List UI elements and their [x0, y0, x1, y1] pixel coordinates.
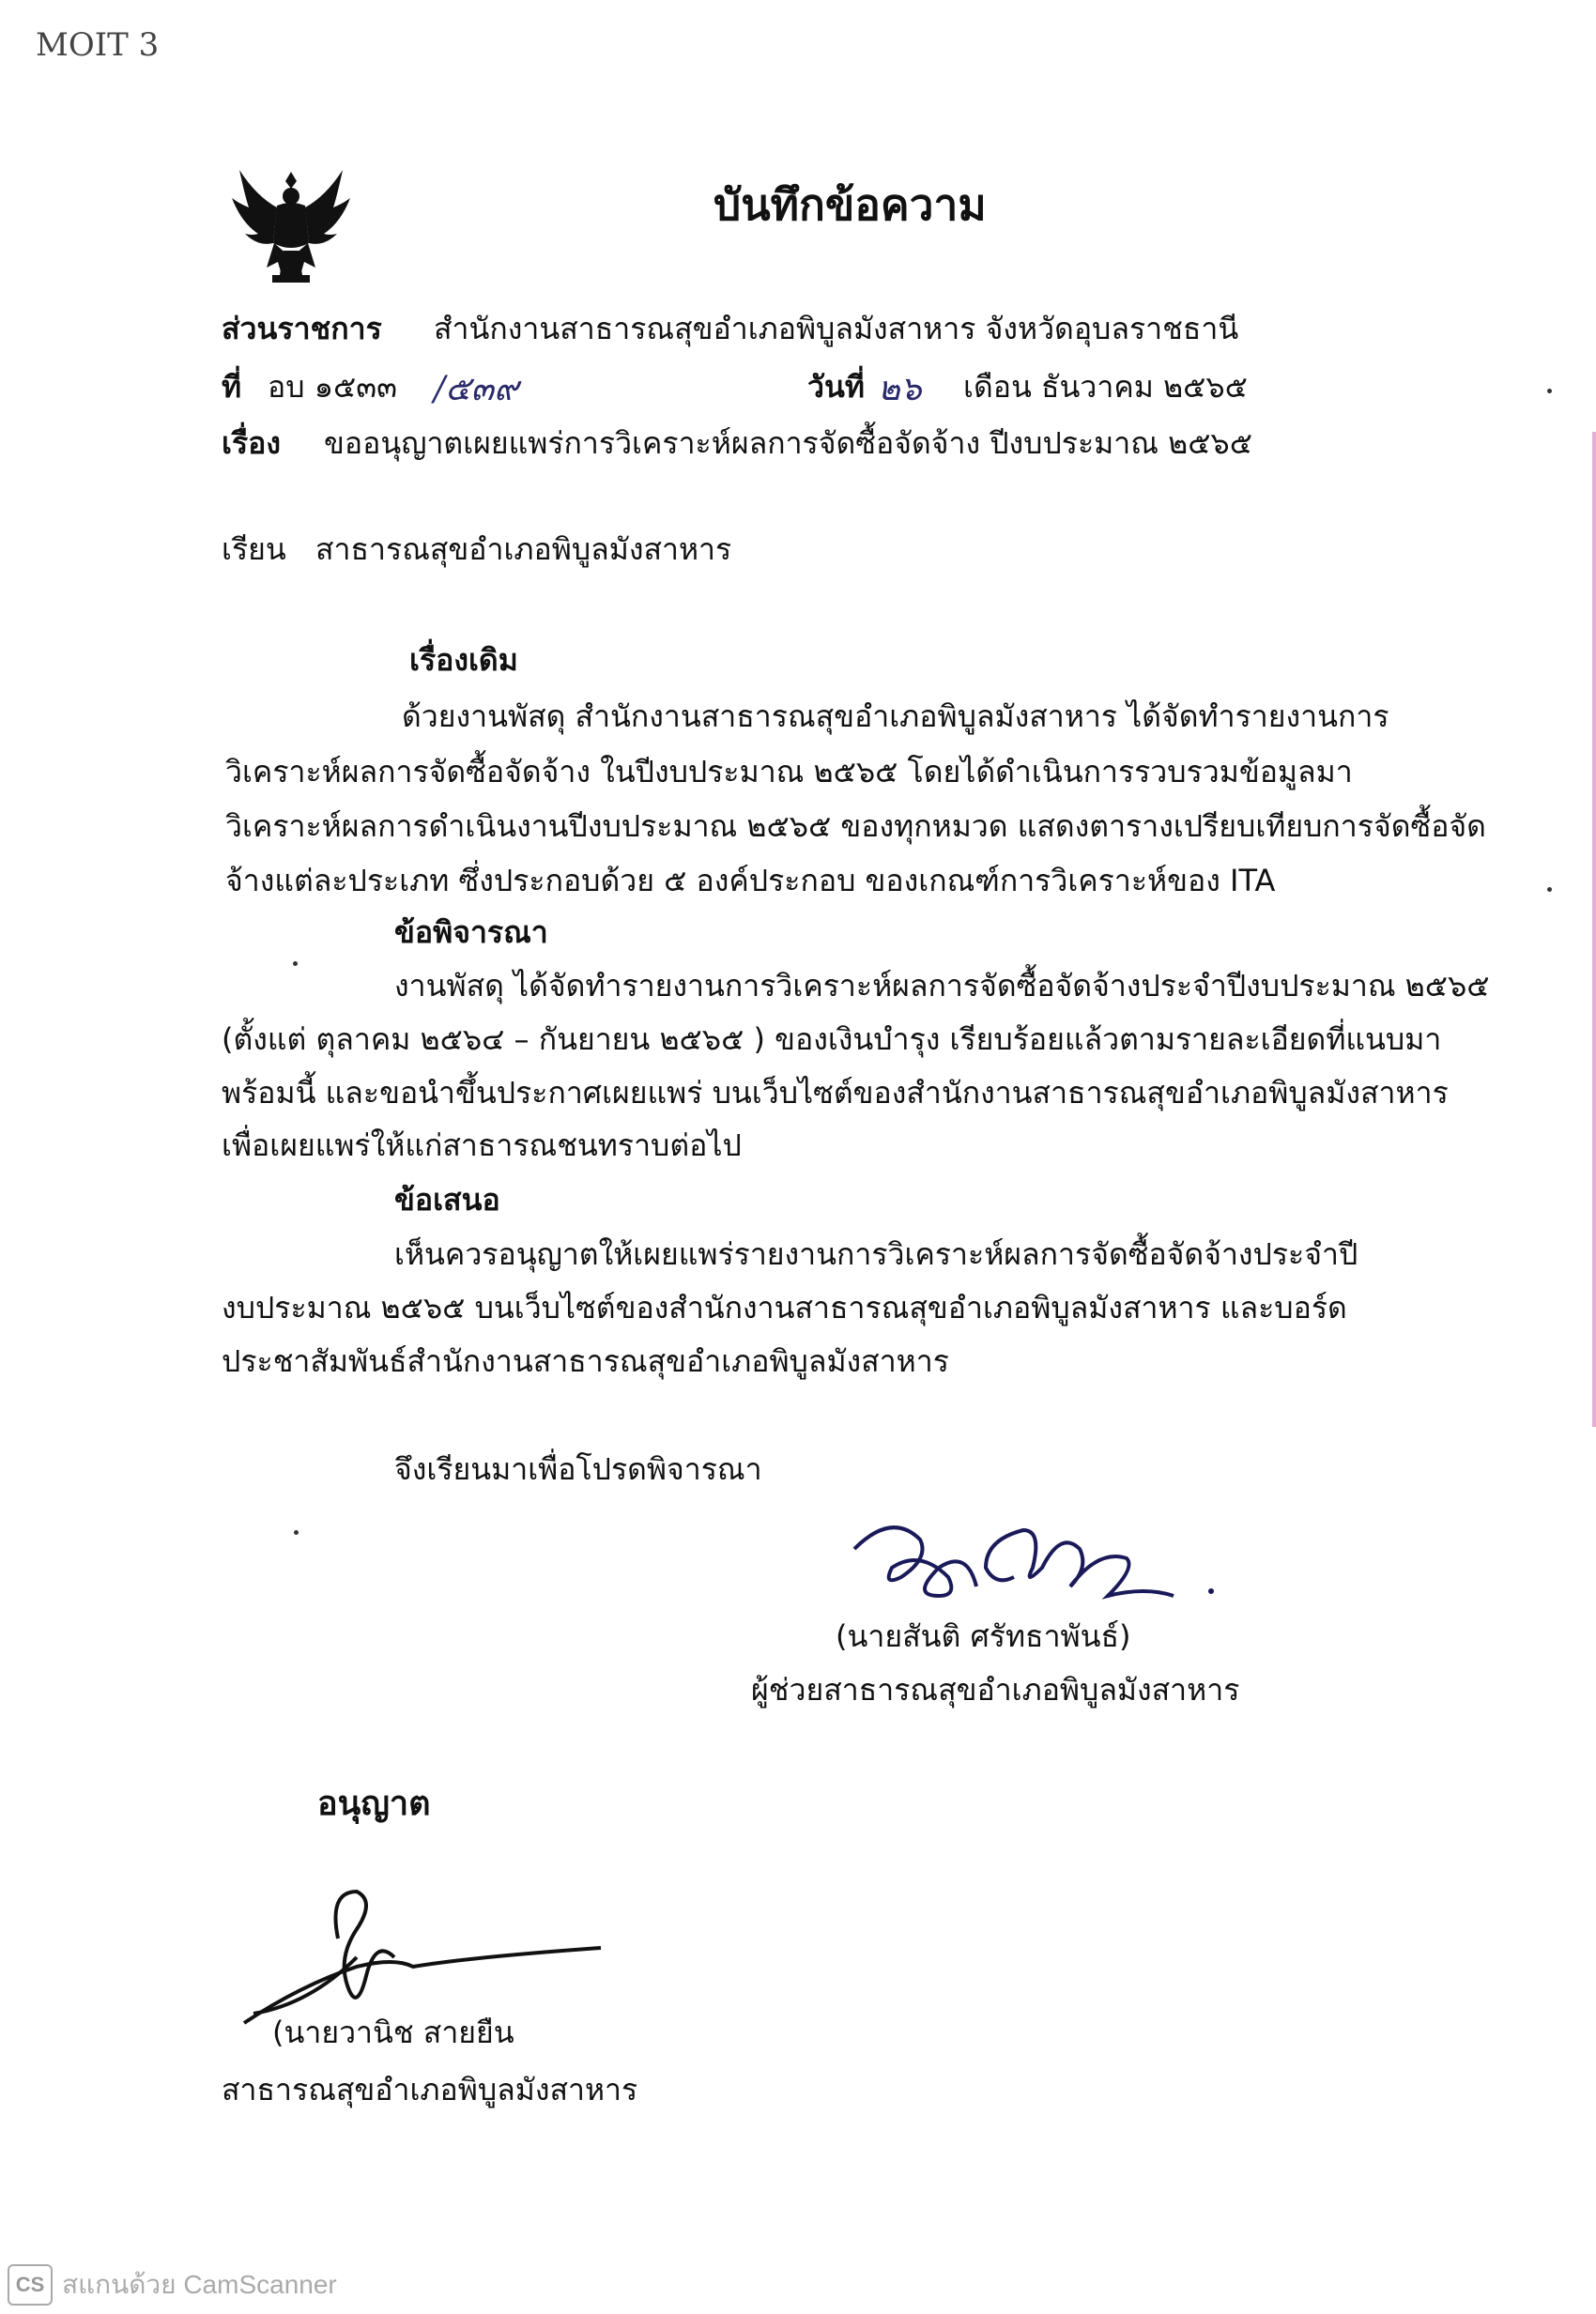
garuda-emblem [225, 164, 357, 291]
signer-1-position: ผู้ช่วยสาธารณสุขอำเภอพิบูลมังสาหาร [751, 1672, 1240, 1708]
salutation-value: สาธารณสุขอำเภอพิบูลมังสาหาร [315, 531, 732, 567]
scan-speck [1547, 887, 1552, 892]
proposal-heading: ข้อเสนอ [394, 1182, 500, 1218]
background-line-1: ด้วยงานพัสดุ สำนักงานสาธารณสุขอำเภอพิบูลมังสาหาร ได้จัดทำรายงานการ [402, 698, 1389, 734]
subject-value: ขออนุญาตเผยแพร่การวิเคราะห์ผลการจัดซื้อจัดจ้าง ปีงบประมาณ ๒๕๖๕ [324, 425, 1252, 461]
corner-mark: MOIT 3 [36, 26, 160, 64]
signer-2-name: (นายวานิช สายยืน [272, 2015, 514, 2050]
ref-handwritten: /๕๓๙ [434, 370, 519, 408]
agency-value: สำนักงานสาธารณสุขอำเภอพิบูลมังสาหาร จังหวัดอุบลราชธานี [434, 311, 1239, 346]
subject-label: เรื่อง [222, 425, 281, 461]
scan-speck [294, 1530, 299, 1535]
camscanner-text: สแกนด้วย CamScanner [62, 2270, 337, 2299]
consideration-line-2: (ตั้งแต่ ตุลาคม ๒๕๖๔ – กันยายน ๒๕๖๕ ) ของเงินบำรุง เรียบร้อยแล้วตามรายละเอียดที่แนบมา [222, 1021, 1442, 1057]
consideration-line-1: งานพัสดุ ได้จัดทำรายงานการวิเคราะห์ผลการจัดซื้อจัดจ้างประจำปีงบประมาณ ๒๕๖๕ [394, 968, 1490, 1004]
background-heading: เรื่องเดิม [409, 642, 518, 678]
scan-edge-mark [1592, 432, 1596, 1427]
ref-value: อบ ๑๕๓๓ [268, 369, 397, 405]
salutation-label: เรียน [222, 531, 286, 567]
consideration-heading: ข้อพิจารณา [394, 914, 548, 950]
memo-title: บันทึกข้อความ [714, 179, 987, 230]
background-line-4: จ้างแต่ละประเภท ซึ่งประกอบด้วย ๕ องค์ประกอบ ของเกณฑ์การวิเคราะห์ของ ITA [225, 863, 1276, 898]
scan-speck [1547, 389, 1552, 393]
consideration-line-3: พร้อมนี้ และขอนำขึ้นประกาศเผยแพร่ บนเว็บไซต์ของสำนักงานสาธารณสุขอำเภอพิบูลมังสาหาร [222, 1075, 1449, 1111]
agency-label: ส่วนราชการ [222, 311, 382, 346]
signer-2-position: สาธารณสุขอำเภอพิบูลมังสาหาร [222, 2072, 638, 2107]
consideration-line-4: เพื่อเผยแพร่ให้แก่สาธารณชนทราบต่อไป [222, 1127, 742, 1163]
closing-text: จึงเรียนมาเพื่อโปรดพิจารณา [394, 1451, 762, 1487]
signer-1-name: (นายสันติ ศรัทธาพันธ์) [836, 1618, 1131, 1654]
background-line-3: วิเคราะห์ผลการดำเนินงานปีงบประมาณ ๒๕๖๕ ของทุกหมวด แสดงตารางเปรียบเทียบการจัดซื้อจัด [225, 808, 1486, 844]
camscanner-logo-icon: CS [8, 2264, 53, 2306]
background-line-2: วิเคราะห์ผลการจัดซื้อจัดจ้าง ในปีงบประมาณ ๒๕๖๕ โดยได้ดำเนินการรวบรวมข้อมูลมา [225, 754, 1353, 789]
proposal-line-1: เห็นควรอนุญาตให้เผยแพร่รายงานการวิเคราะห์ผลการจัดซื้อจัดจ้างประจำปี [394, 1236, 1358, 1272]
ref-label: ที่ [222, 369, 242, 405]
date-month-year: เดือน ธันวาคม ๒๕๖๕ [963, 369, 1248, 405]
approval-label: อนุญาต [317, 1785, 431, 1823]
scan-speck [293, 961, 298, 966]
camscanner-watermark [8, 2264, 337, 2306]
proposal-line-3: ประชาสัมพันธ์สำนักงานสาธารณสุขอำเภอพิบูลมังสาหาร [222, 1343, 949, 1379]
date-day: ๒๖ [878, 370, 922, 408]
proposal-line-2: งบประมาณ ๒๕๖๕ บนเว็บไซต์ของสำนักงานสาธารณสุขอำเภอพิบูลมังสาหาร และบอร์ด [222, 1290, 1347, 1326]
date-label: วันที่ [807, 369, 865, 405]
signature-1 [836, 1502, 1230, 1615]
